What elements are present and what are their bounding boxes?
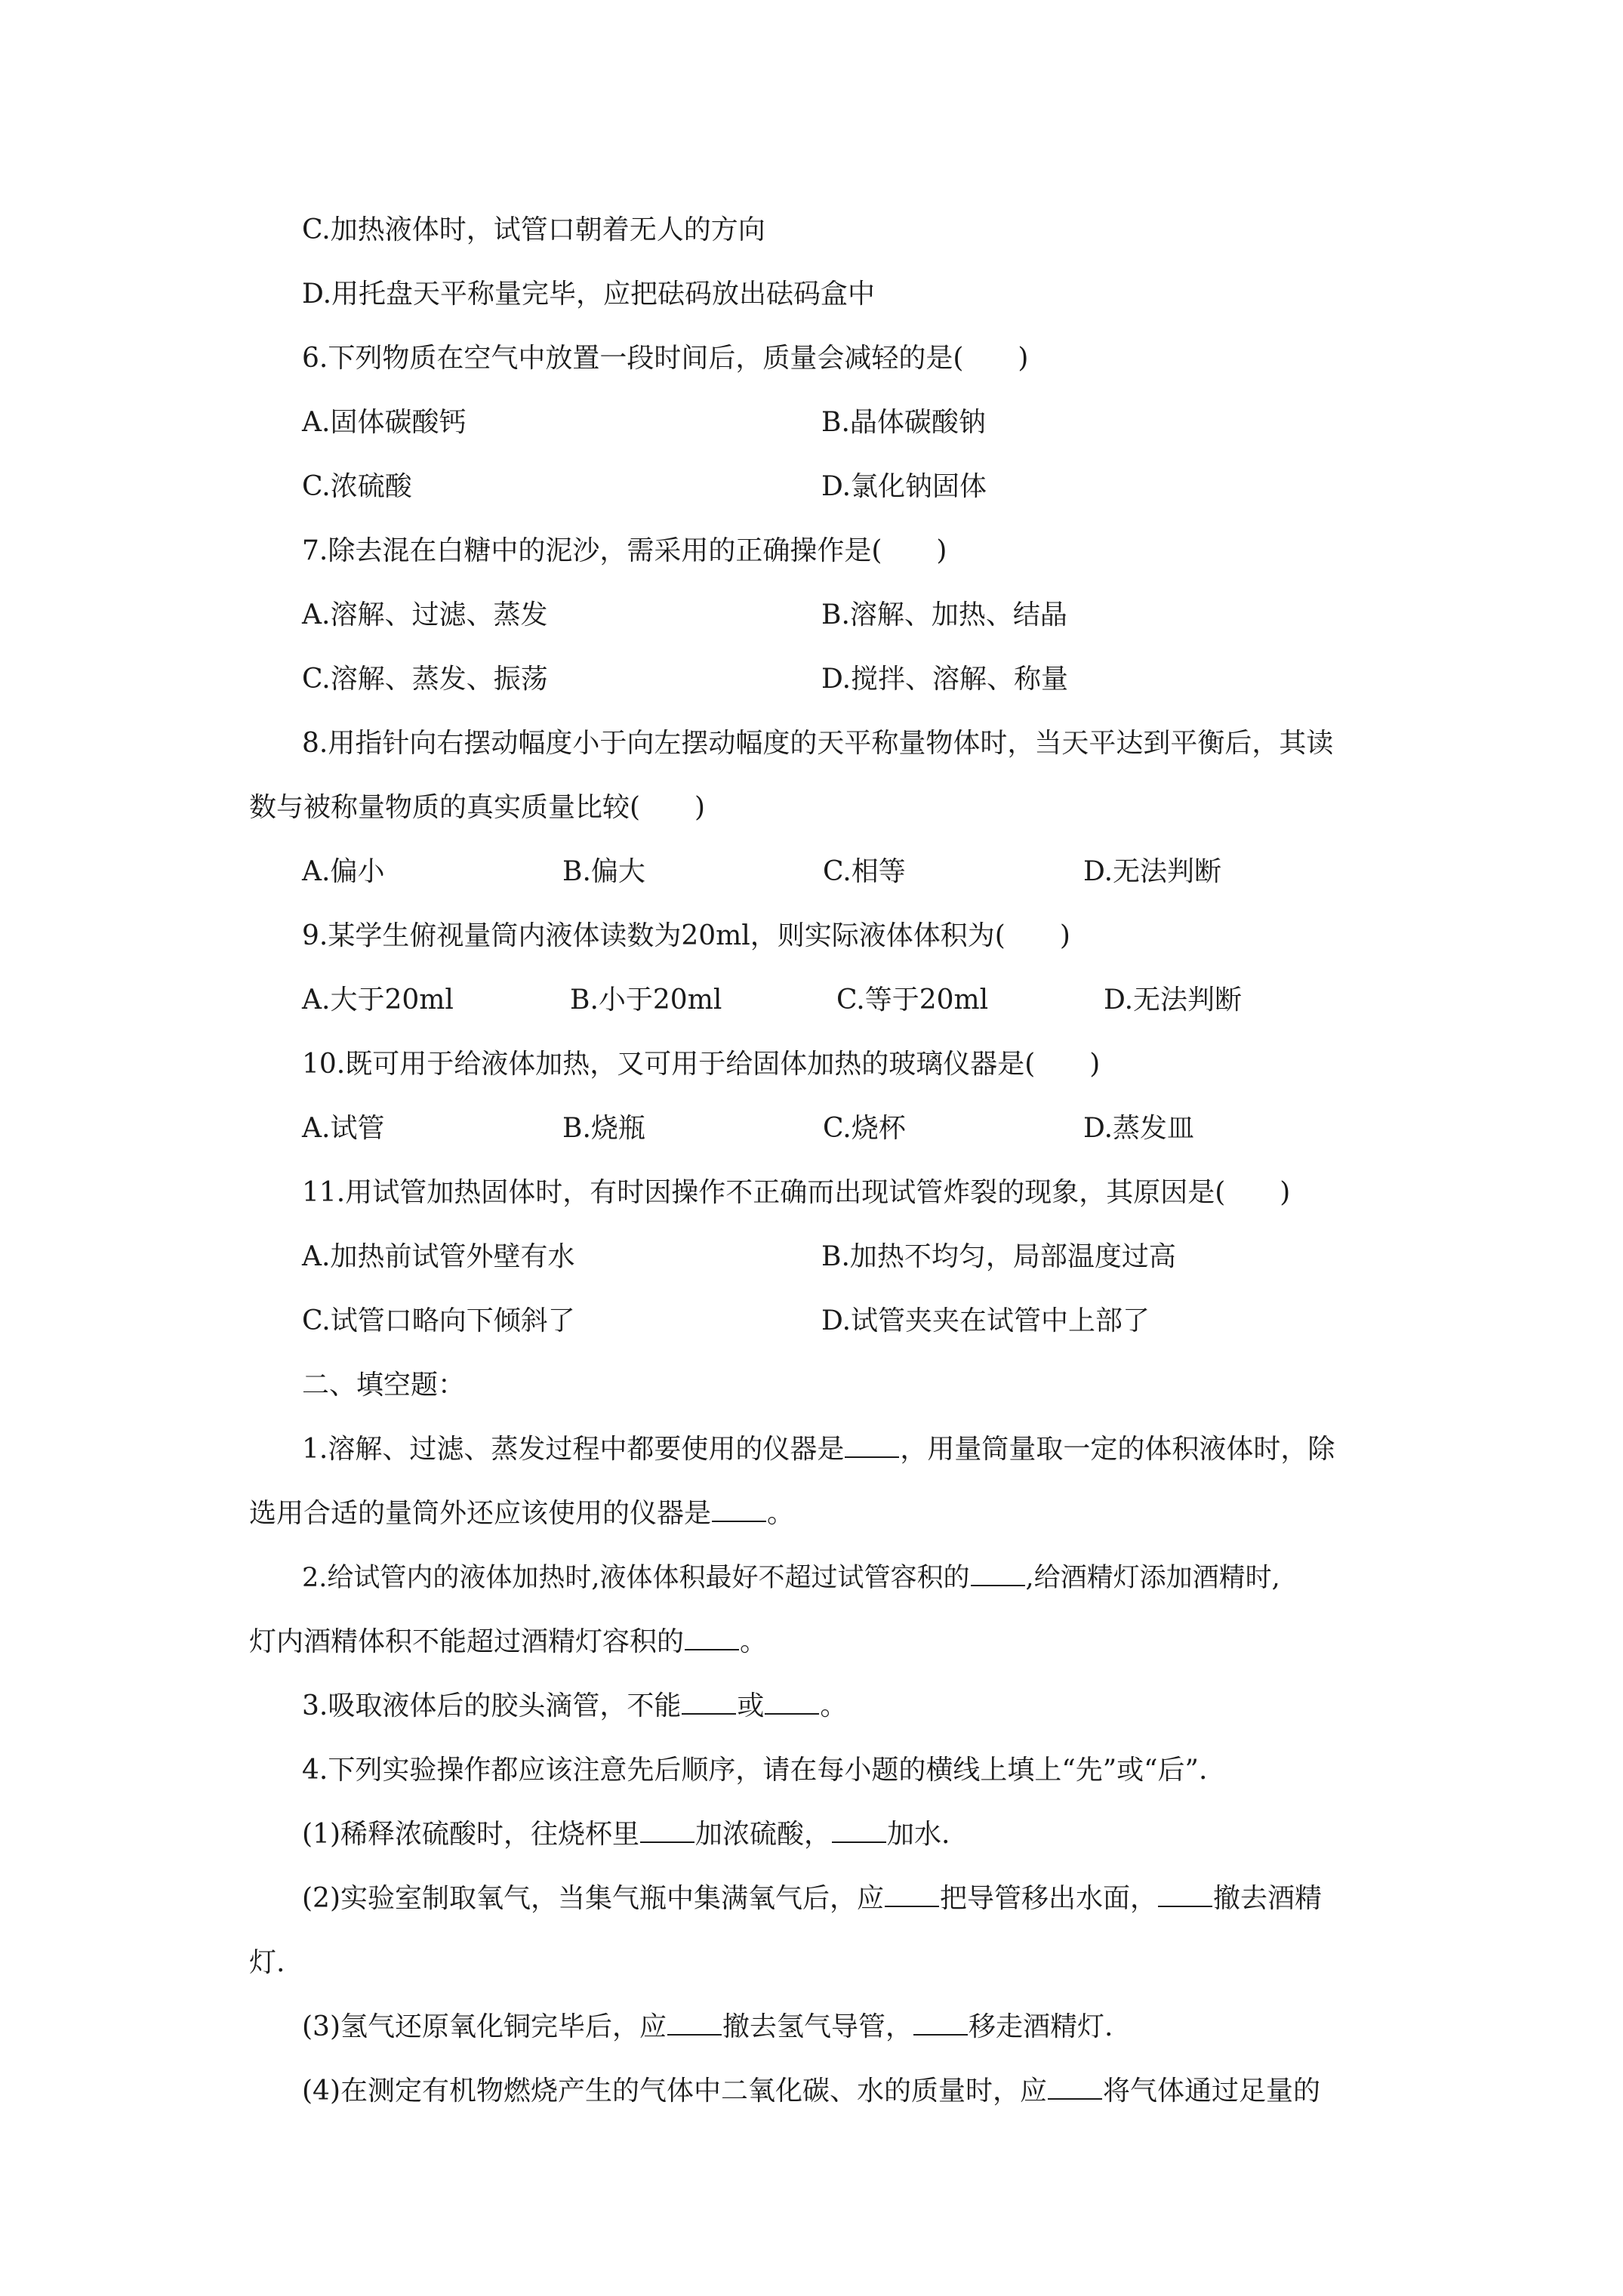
f4-sub2-text-c: 撤去酒精 xyxy=(1213,1883,1323,1914)
q8-option-d: D.无法判断 xyxy=(1083,856,1222,887)
f4-stem: 4.下列实验操作都应该注意先后顺序，请在每小题的横线上填上“先”或“后”. xyxy=(302,1755,1208,1786)
f2-text-a: 2.给试管内的液体加热时,液体体积最好不超过试管容积的 xyxy=(302,1563,970,1593)
answer-blank[interactable] xyxy=(971,1562,1025,1586)
answer-blank[interactable] xyxy=(685,1626,739,1650)
f2-line2 xyxy=(249,1623,767,1661)
q8-option-b: B.偏大 xyxy=(562,856,645,887)
q9-option-d: D.无法判断 xyxy=(1104,985,1243,1015)
q5-option-d: D.用托盘天平称量完毕，应把砝码放出砝码盒中 xyxy=(302,279,876,310)
q11-stem: 11.用试管加热固体时，有时因操作不正确而出现试管炸裂的现象，其原因是( ) xyxy=(302,1177,1291,1208)
q9-option-a: A.大于20ml xyxy=(302,985,454,1015)
f1-text-d: 。 xyxy=(767,1498,795,1529)
f4-sub1-text-c: 加水. xyxy=(887,1819,950,1850)
f1-text-a: 1.溶解、过滤、蒸发过程中都要使用的仪器是 xyxy=(302,1434,845,1465)
section-heading-fill-in: 二、填空题： xyxy=(302,1370,466,1401)
f2-text-d: 。 xyxy=(740,1626,768,1657)
f3-text-b: 或 xyxy=(737,1690,765,1721)
q7-option-b: B.溶解、加热、结晶 xyxy=(821,599,1067,630)
q8-stem-line2: 数与被称量物质的真实质量比较( ) xyxy=(249,792,706,823)
answer-blank[interactable] xyxy=(845,1434,899,1458)
q11-option-a: A.加热前试管外壁有水 xyxy=(302,1241,575,1272)
f4-sub4 xyxy=(302,2073,1320,2110)
f3-line xyxy=(302,1687,847,1725)
f4-sub1-text-b: 加浓硫酸， xyxy=(695,1819,832,1850)
f1-line1 xyxy=(302,1431,1335,1469)
f4-sub4-text-b: 将气体通过足量的 xyxy=(1103,2076,1321,2106)
q10-stem: 10.既可用于给液体加热，又可用于给固体加热的玻璃仪器是( ) xyxy=(302,1049,1101,1080)
answer-blank[interactable] xyxy=(640,1819,694,1843)
f4-sub1-text-a: (1)稀释浓硫酸时，往烧杯里 xyxy=(302,1819,639,1850)
answer-blank[interactable] xyxy=(667,2011,722,2036)
q6-stem: 6.下列物质在空气中放置一段时间后，质量会减轻的是( ) xyxy=(302,343,1029,374)
f3-text-a: 3.吸取液体后的胶头滴管，不能 xyxy=(302,1690,682,1721)
q11-option-c: C.试管口略向下倾斜了 xyxy=(302,1305,575,1336)
answer-blank[interactable] xyxy=(682,1690,736,1715)
q10-option-c: C.烧杯 xyxy=(823,1113,906,1144)
q8-option-a: A.偏小 xyxy=(302,856,385,887)
q7-option-c: C.溶解、蒸发、振荡 xyxy=(302,664,548,695)
f2-line1 xyxy=(302,1559,1280,1597)
answer-blank[interactable] xyxy=(712,1498,766,1522)
f4-sub2-text-b: 把导管移出水面， xyxy=(940,1883,1158,1914)
f2-text-b: ,给酒精灯添加酒精时, xyxy=(1025,1563,1280,1593)
answer-blank[interactable] xyxy=(1158,1883,1212,1907)
answer-blank[interactable] xyxy=(1048,2076,1102,2100)
q7-option-d: D.搅拌、溶解、称量 xyxy=(821,664,1069,695)
q6-option-b: B.晶体碳酸钠 xyxy=(821,407,986,438)
f4-sub2-text-a: (2)实验室制取氧气，当集气瓶中集满氧气后，应 xyxy=(302,1883,884,1914)
q8-stem-line1: 8.用指针向右摆动幅度小于向左摆动幅度的天平称量物体时，当天平达到平衡后，其读 xyxy=(302,728,1334,759)
f4-sub3-text-c: 移走酒精灯. xyxy=(969,2011,1113,2042)
answer-blank[interactable] xyxy=(765,1690,819,1715)
q10-option-a: A.试管 xyxy=(302,1113,385,1144)
f1-line2 xyxy=(249,1495,794,1533)
f4-sub2-line1 xyxy=(302,1880,1322,1918)
f2-text-c: 灯内酒精体积不能超过酒精灯容积的 xyxy=(249,1626,685,1657)
q6-option-c: C.浓硫酸 xyxy=(302,471,412,502)
f4-sub1 xyxy=(302,1816,950,1854)
f4-sub3 xyxy=(302,2008,1113,2046)
q9-option-c: C.等于20ml xyxy=(836,985,989,1015)
q5-option-c: C.加热液体时，试管口朝着无人的方向 xyxy=(302,214,765,245)
f4-sub2-line2: 灯. xyxy=(249,1947,285,1978)
q7-option-a: A.溶解、过滤、蒸发 xyxy=(302,599,548,630)
q6-option-d: D.氯化钠固体 xyxy=(821,471,987,502)
f4-sub3-text-a: (3)氢气还原氧化铜完毕后，应 xyxy=(302,2011,667,2042)
f3-text-c: 。 xyxy=(820,1690,848,1721)
f4-sub3-text-b: 撤去氢气导管， xyxy=(722,2011,913,2042)
answer-blank[interactable] xyxy=(832,1819,886,1843)
answer-blank[interactable] xyxy=(913,2011,968,2036)
q11-option-d: D.试管夹夹在试管中上部了 xyxy=(821,1305,1150,1336)
answer-blank[interactable] xyxy=(885,1883,939,1907)
q11-option-b: B.加热不均匀，局部温度过高 xyxy=(821,1241,1176,1272)
q7-stem: 7.除去混在白糖中的泥沙，需采用的正确操作是( ) xyxy=(302,535,947,566)
q10-option-b: B.烧瓶 xyxy=(562,1113,645,1144)
q9-option-b: B.小于20ml xyxy=(570,985,722,1015)
q9-stem: 9.某学生俯视量筒内液体读数为20ml，则实际液体体积为( ) xyxy=(302,920,1070,951)
q6-option-a: A.固体碳酸钙 xyxy=(302,407,467,438)
f1-text-c: 选用合适的量筒外还应该使用的仪器是 xyxy=(249,1498,712,1529)
f4-sub4-text-a: (4)在测定有机物燃烧产生的气体中二氧化碳、水的质量时，应 xyxy=(302,2076,1047,2106)
q10-option-d: D.蒸发皿 xyxy=(1083,1113,1195,1144)
f1-text-b: ，用量筒量取一定的体积液体时，除 xyxy=(900,1434,1335,1465)
q8-option-c: C.相等 xyxy=(823,856,906,887)
